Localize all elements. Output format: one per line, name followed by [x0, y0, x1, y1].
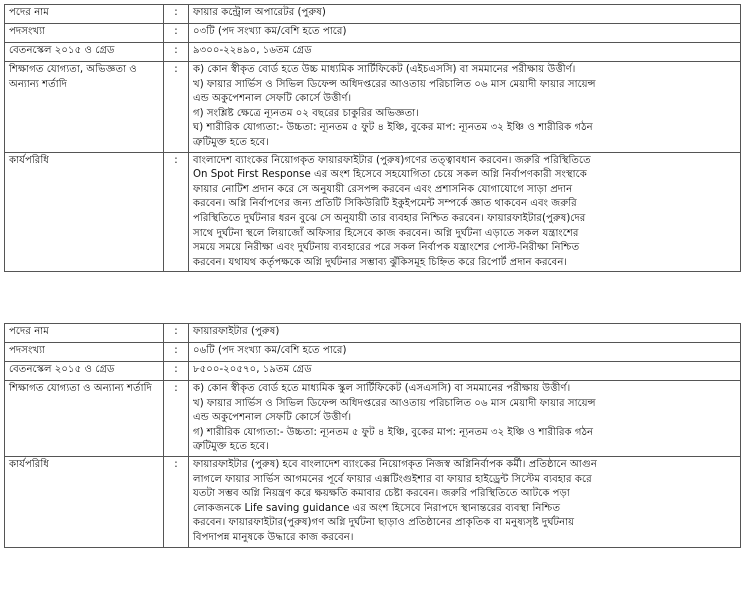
duty-line: করবেন। ফায়ারফাইটার(পুরুষ)গণ অগ্নি দুর্ঘটনা ছাড়াও প্রতিষ্ঠানের প্রাকৃতিক বা মনুষ্যসৃষ্ট দুর্ঘটনায় [193, 517, 575, 529]
qualification-value [189, 62, 741, 153]
qualification-line: ত্রুটিমুক্ত হতে হবে। [193, 441, 269, 453]
colon: : [164, 5, 189, 24]
count-label: পদসংখ্যা [5, 24, 164, 43]
colon: : [164, 152, 189, 272]
qualification-line: এন্ড অকুপেশনাল সেফটি কোর্সে উত্তীর্ণ। [193, 93, 352, 105]
qualification-label: শিক্ষাগত যোগ্যতা, অভিজ্ঞতা ও অন্যান্য শর্তাদি [5, 62, 164, 153]
duty-line: ফায়ার নোটিশ প্রদান করে সে অনুযায়ী রেসপন্স করবেন এবং প্রশাসনিক যোগাযোগে সাড়া প্রদান [193, 183, 573, 195]
duty-line: ফায়ারফাইটার (পুরুষ) হবে বাংলাদেশ ব্যাংকের নিয়োগকৃত নিজস্ব অগ্নিনির্বাপক কর্মী। প্রতিষ্ঠানে আগুন [193, 458, 597, 470]
duty-row [5, 456, 741, 547]
post-value: ফায়ারফাইটার (পুরুষ) [189, 324, 741, 343]
qualification-value [189, 381, 741, 457]
qualification-line: ক) কোন স্বীকৃত বোর্ড হতে উচ্চ মাধ্যমিক সার্টিফিকেট (এইচএসসি) বা সমমানের পরীক্ষায় উত্তীর্ণ। [193, 64, 576, 75]
post-row [5, 5, 741, 24]
qualification-line: ত্রুটিমুক্ত হতে হবে। [193, 136, 269, 148]
duty-line: বিপদাপন্ন মানুষকে উদ্ধারে কাজ করবেন। [193, 531, 354, 543]
duty-line: লাগলে ফায়ার সার্ভিস আগমনের পূর্বে ফায়ার এক্সটিংগুইশার বা ফায়ার হাইড্রেন্ট সিস্টেম ব্যবহার করে [193, 473, 592, 485]
colon: : [164, 381, 189, 457]
qualification-line: এন্ড অকুপেশনাল সেফটি কোর্সে উত্তীর্ণ। [193, 412, 352, 424]
qualification-line: গ) শারীরিক যোগ্যতা:- উচ্চতা: ন্যূনতম ৫ ফুট ৪ ইঞ্চি, বুকের মাপ: ন্যূনতম ৩২ ইঞ্চি ও শারীরিক গঠন [193, 426, 594, 438]
duty-line: বাংলাদেশ ব্যাংকের নিয়োগকৃত ফায়ারফাইটার (পুরুষ)গণের তত্ত্বাবধান করবেন। জরুরি পরিস্থিতিতে [193, 154, 591, 166]
pay-row [5, 362, 741, 381]
pay-label: বেতনস্কেল ২০১৫ ও গ্রেড [5, 362, 164, 381]
count-value: ০৩টি (পদ সংখ্যা কম/বেশি হতে পারে) [189, 24, 741, 43]
qualification-line: ঘ) শারীরিক যোগ্যতা:- উচ্চতা: ন্যূনতম ৫ ফুট ৪ ইঞ্চি, বুকের মাপ: ন্যূনতম ৩২ ইঞ্চি ও শারীরিক গঠন [193, 122, 593, 134]
job-table-fire-control-operator [4, 4, 741, 272]
count-row [5, 24, 741, 43]
count-value: ০৬টি (পদ সংখ্যা কম/বেশি হতে পারে) [189, 343, 741, 362]
duty-value [189, 456, 741, 547]
duty-label: কার্যপরিধি [5, 456, 164, 547]
duty-line: সময়ে সময়ে নিরীক্ষা এবং দুর্ঘটনায় ব্যবহারের পরে সকল নির্বাপক যন্ত্রাংশের পোস্ট-নিরীক্ষা নিশ্চিত [193, 242, 580, 254]
job-table-firefighter [4, 323, 741, 548]
duty-row [5, 152, 741, 272]
colon: : [164, 62, 189, 153]
qualification-line: গ) সংশ্লিষ্ট ক্ষেত্রে ন্যূনতম ০২ বছরের চাকুরির অভিজ্ঞতা। [193, 107, 419, 119]
post-row [5, 324, 741, 343]
count-label: পদসংখ্যা [5, 343, 164, 362]
qualification-line: ক) কোন স্বীকৃত বোর্ড হতে মাধ্যমিক স্কুল সার্টিফিকেট (এসএসসি) বা সমমানের পরীক্ষায় উত্তীর্ণ। [193, 383, 571, 394]
colon: : [164, 43, 189, 62]
qualification-line: খ) ফায়ার সার্ভিস ও সিভিল ডিফেন্স অধিদপ্তরের আওতায় পরিচালিত ০৬ মাস মেয়াদী ফায়ার সায়েন্স [193, 397, 596, 409]
qualification-row [5, 381, 741, 457]
count-row [5, 343, 741, 362]
duty-line: সাথে দুর্ঘটনা স্থলে লিয়াজোঁ অফিসার হিসেবে কাজ করবেন। অগ্নি দুর্ঘটনা এড়াতে সকল যন্ত্রাংশের [193, 227, 579, 239]
duty-line: লোকজনকে Life saving guidance এর অংশ হিসেবে নিরাপদে স্থানান্তরের ব্যবস্থা নিশ্চিত [193, 502, 561, 514]
pay-label: বেতনস্কেল ২০১৫ ও গ্রেড [5, 43, 164, 62]
duty-line: On Spot First Response এর অংশ হিসেবে সহযোগিতা চেয়ে সকল অগ্নি নির্বাপণকারী সংস্থাকে [193, 169, 587, 181]
pay-value: ৮৫০০-২০৫৭০, ১৯তম গ্রেড [189, 362, 741, 381]
post-label: পদের নাম [5, 324, 164, 343]
qualification-line: খ) ফায়ার সার্ভিস ও সিভিল ডিফেন্স অধিদপ্তরের আওতায় পরিচালিত ০৬ মাস মেয়াদী ফায়ার সায়েন্স [193, 78, 596, 90]
duty-label: কার্যপরিধি [5, 152, 164, 272]
colon: : [164, 456, 189, 547]
pay-value: ৯৩০০-২২৪৯০, ১৬তম গ্রেড [189, 43, 741, 62]
colon: : [164, 362, 189, 381]
duty-line: করবেন। অগ্নি নির্বাপণের জন্য প্রতিটি সিকিউরিটি ইকুইপমেন্ট সম্পর্কে জ্ঞাত থাকবেন এবং জরুরি [193, 198, 577, 210]
post-value: ফায়ার কন্ট্রোল অপারেটর (পুরুষ) [189, 5, 741, 24]
qualification-row [5, 62, 741, 153]
duty-line: করবেন। যথাযথ কর্তৃপক্ষকে অগ্নি দুর্ঘটনার সম্ভাব্য ঝুঁকিসমূহ চিহ্নিত করে রিপোর্ট প্রদান করবেন। [193, 256, 568, 268]
colon: : [164, 324, 189, 343]
post-label: পদের নাম [5, 5, 164, 24]
colon: : [164, 24, 189, 43]
duty-line: পরিস্থিতিতে দুর্ঘটনার ধরন বুঝে সে অনুযায়ী তার ব্যবহার নিশ্চিত করবেন। ফায়ারফাইটার(পুরুষ)দের [193, 212, 586, 224]
duty-line: যতটা সম্ভব অগ্নি নিয়ন্ত্রণ করে ক্ষয়ক্ষতি কমাবার চেষ্টা করবেন। জরুরি পরিস্থিতিতে আটকে পড়া [193, 488, 570, 500]
duty-value [189, 152, 741, 272]
colon: : [164, 343, 189, 362]
qualification-label: শিক্ষাগত যোগ্যতা ও অন্যান্য শর্তাদি [5, 381, 164, 457]
pay-row [5, 43, 741, 62]
